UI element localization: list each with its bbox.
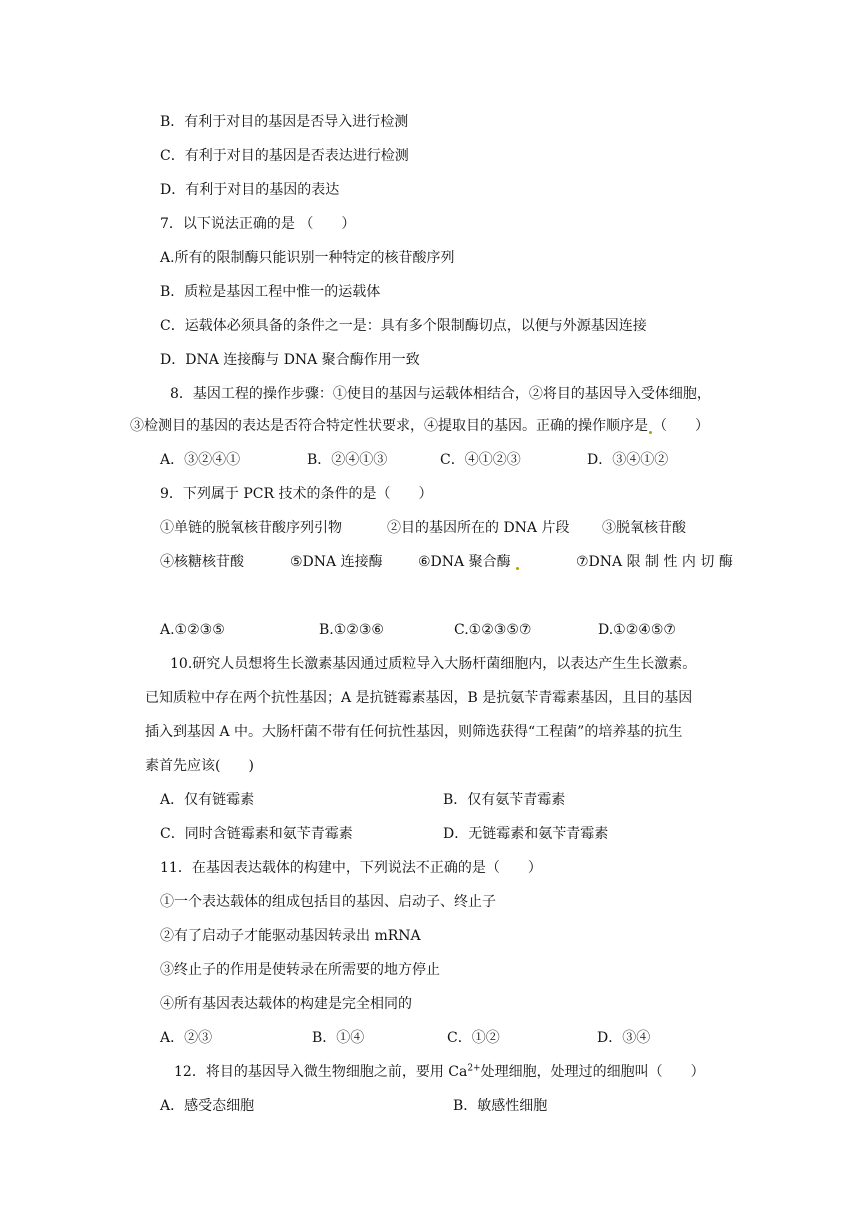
q12-text-b: 处理细胞，处理过的细胞叫（ ）	[480, 1064, 705, 1080]
q12-text-a: 12．将目的基因导入微生物细胞之前，要用 Ca	[174, 1064, 468, 1080]
q9-item-6	[418, 552, 520, 572]
q7-option-a: A.所有的限制酶只能识别一种特定的核苷酸序列	[160, 250, 455, 266]
q7-option-d: D．DNA 连接酶与 DNA 聚合酶作用一致	[160, 352, 420, 368]
q9-item-3: ③脱氧核苷酸	[602, 520, 686, 536]
q11-option-b: B．①④	[312, 1030, 365, 1046]
question-10-line-1: 10.研究人员想将生长激素基因通过质粒导入大肠杆菌细胞内，以表达产生生长激素。	[170, 656, 697, 672]
q9-option-d: D.①②④⑤⑦	[598, 622, 676, 638]
q8-answer-paren: （ ）	[653, 418, 709, 434]
q9-item-4: ④核糖核苷酸	[160, 554, 244, 570]
q8-option-b: B．②④①③	[307, 452, 388, 468]
q10-option-b: B．仅有氨苄青霉素	[443, 792, 566, 808]
q12-option-a: A．感受态细胞	[160, 1098, 255, 1114]
q8-option-d: D．③④①②	[587, 452, 669, 468]
q8-option-c: C．④①②③	[440, 452, 521, 468]
q11-option-a: A．②③	[160, 1030, 213, 1046]
q11-statement-3: ③终止子的作用是使转录在所需要的地方停止	[160, 962, 440, 978]
q9-item-1: ①单链的脱氧核苷酸序列引物	[160, 520, 342, 536]
q11-option-c: C．①②	[447, 1030, 500, 1046]
question-10-line-2: 已知质粒中存在两个抗性基因；A 是抗链霉素基因，B 是抗氨苄青霉素基因，且目的基因	[145, 690, 693, 706]
question-12	[174, 1062, 705, 1082]
q7-option-c: C．运载体必须具备的条件之一是：具有多个限制酶切点，以便与外源基因连接	[160, 318, 647, 334]
q11-statement-4: ④所有基因表达载体的构建是完全相同的	[160, 996, 412, 1012]
q12-superscript: 2+	[467, 1063, 481, 1074]
q9-item-2: ②目的基因所在的 DNA 片段	[387, 520, 570, 536]
question-8-line-2	[130, 416, 709, 436]
q11-option-d: D．③④	[597, 1030, 651, 1046]
q11-statement-1: ①一个表达载体的组成包括目的基因、启动子、终止子	[160, 894, 496, 910]
q11-statement-2: ②有了启动子才能驱动基因转录出 mRNA	[160, 928, 421, 944]
question-11: 11．在基因表达载体的构建中，下列说法不正确的是（ ）	[160, 860, 542, 876]
q9-option-b: B.①②③⑥	[319, 622, 384, 638]
q10-option-d: D．无链霉素和氨苄青霉素	[443, 826, 609, 842]
q9-option-c: C.①②③⑤⑦	[454, 622, 532, 638]
q9-option-a: A.①②③⑤	[160, 622, 225, 638]
q9-item-6-text: ⑥DNA 聚合酶	[418, 554, 511, 570]
option-c-line: C．有利于对目的基因是否表达进行检测	[160, 148, 409, 164]
q10-option-c: C．同时含链霉素和氨苄青霉素	[160, 826, 353, 842]
q12-option-b: B．敏感性细胞	[453, 1098, 548, 1114]
mark-dot	[649, 431, 652, 434]
q9-item-5: ⑤DNA 连接酶	[290, 554, 383, 570]
question-8-line-1: 8．基因工程的操作步骤：①使目的基因与运载体相结合，②将目的基因导入受体细胞，	[170, 386, 711, 402]
q8-option-a: A．③②④①	[160, 452, 241, 468]
mark-dot	[516, 567, 519, 570]
question-10-line-3: 插入到基因 A 中。大肠杆菌不带有任何抗性基因，则筛选获得“工程菌”的培养基的抗生	[145, 724, 683, 740]
option-b-line: B．有利于对目的基因是否导入进行检测	[160, 114, 409, 130]
q9-item-7: ⑦DNA 限 制 性 内 切 酶	[576, 554, 733, 570]
option-d-line: D．有利于对目的基因的表达	[160, 182, 340, 198]
question-7: 7．以下说法正确的是 （ ）	[160, 216, 356, 232]
question-10-line-4: 素首先应该( )	[145, 758, 254, 774]
question-9: 9．下列属于 PCR 技术的条件的是（ ）	[160, 486, 433, 502]
q10-option-a: A．仅有链霉素	[160, 792, 255, 808]
q7-option-b: B．质粒是基因工程中惟一的运载体	[160, 284, 381, 300]
q8-line-2-text: ③检测目的基因的表达是否符合特定性状要求，④提取目的基因。正确的操作顺序是	[130, 418, 648, 434]
